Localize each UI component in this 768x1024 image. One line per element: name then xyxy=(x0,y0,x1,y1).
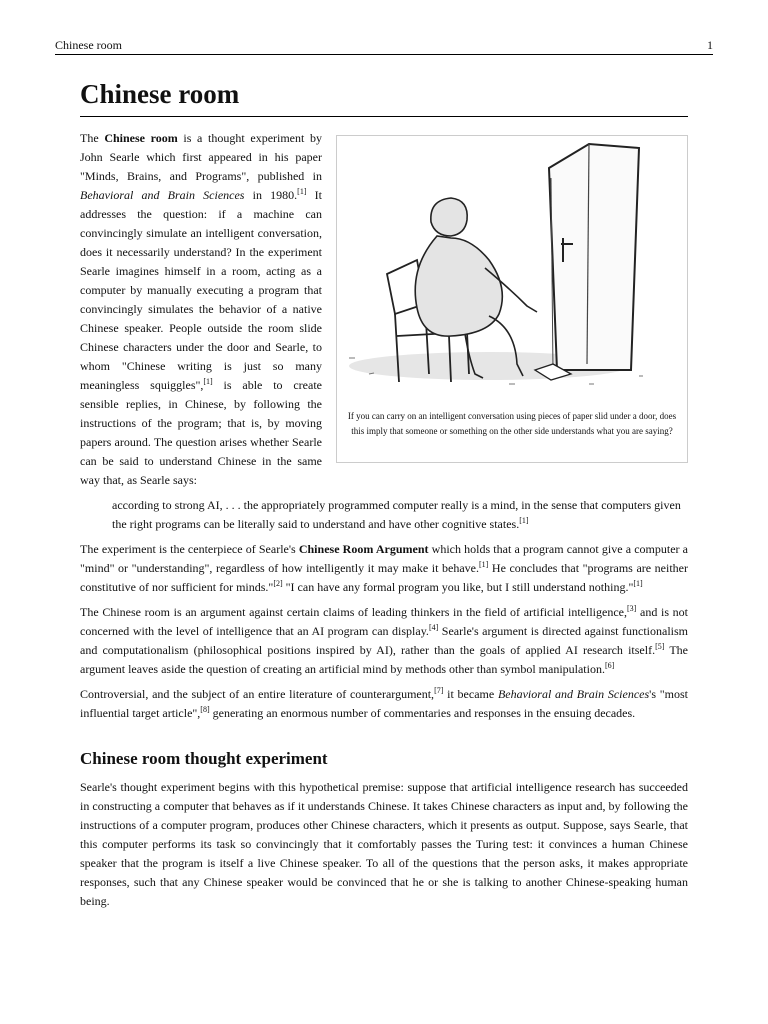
intro-text-5: is able to create sensible replies, in Chinese, by following the instructions of the program; that is, by moving papers around. The question arises whether Searle can be said to understand Chinese in the same way that, as Searle says: xyxy=(80,378,322,487)
citation-ref[interactable]: [7] xyxy=(434,686,444,695)
para4-italic-journal: Behavioral and Brain Sciences xyxy=(497,687,650,701)
intro-bold-term: Chinese room xyxy=(104,131,178,145)
para2-text-1: The experiment is the centerpiece of Searle's xyxy=(80,542,299,556)
para2-text-2: which holds that a program cannot give a computer a "mind" or "understanding", regardless of how intelligently it may make it behave. xyxy=(80,542,689,575)
citation-ref[interactable]: [1] xyxy=(633,579,643,588)
chinese-room-illustration xyxy=(339,138,685,408)
para2-bold-term: Chinese Room Argument xyxy=(298,542,429,556)
paragraph-controversial xyxy=(80,685,688,723)
citation-ref[interactable]: [8] xyxy=(200,705,210,714)
intro-text-4: It addresses the question: if a machine can convincingly simulate an intelligent conversation, does it necessarily understand? In the experiment Searle imagines himself in a room, acting as a computer by manually executing a program that convincingly simulates the behavior of a native Chinese speaker. People outside the room slide Chinese characters under the door and Searle, to whom "Chinese writing is just so many meaningless squiggles", xyxy=(80,188,322,392)
figure xyxy=(336,135,688,463)
section-paragraph: Searle's thought experiment begins with this hypothetical premise: suppose that artificial intelligence research has succeeded in constructing a computer that behaves as if it understands Chinese. It takes Chinese characters as input and, by following the instructions of a computer program, produces other Chinese characters, which it presents as output. Suppose, says Searle, that this computer performs its task so convincingly that it comfortably passes the Turing test: it convinces a human Chinese speaker that the program is itself a live Chinese speaker. To all of the questions that the person asks, it makes appropriate responses, such that any Chinese speaker would be convinced that he or she is talking to another Chinese-speaking human being. xyxy=(80,780,688,908)
citation-ref[interactable]: [1] xyxy=(478,560,489,569)
citation-ref[interactable]: [6] xyxy=(604,661,615,670)
citation-ref[interactable]: [3] xyxy=(627,604,637,613)
intro-text-1: The xyxy=(80,131,105,145)
para4-text-1: Controversial, and the subject of an entire literature of counterargument, xyxy=(80,687,435,701)
para4-text-3: 's "most influential target article", xyxy=(80,687,688,720)
citation-ref[interactable]: [5] xyxy=(655,642,665,651)
citation-ref[interactable]: [1] xyxy=(519,516,529,525)
block-quote xyxy=(112,496,688,534)
para3-text-1: The Chinese room is an argument against certain claims of leading thinkers in the field of artificial intelligence, xyxy=(80,605,627,619)
para3-text-4: The argument leaves aside the question of creating an artificial mind by methods other than symbol manipulation. xyxy=(80,643,688,676)
running-header xyxy=(55,38,713,55)
page-number: 1 xyxy=(707,38,713,52)
running-title: Chinese room xyxy=(55,38,122,52)
intro-italic-journal: Behavioral and Brain Sciences xyxy=(80,188,245,202)
paragraph-centerpiece xyxy=(80,540,688,597)
paragraph-argument xyxy=(80,603,688,679)
page-title: Chinese room xyxy=(80,77,688,117)
para3-text-2: and is not concerned with the level of intelligence that an AI program can display. xyxy=(80,605,689,638)
citation-ref[interactable]: [1] xyxy=(297,187,307,196)
figure-caption: If you can carry on an intelligent conversation using pieces of paper slid under a door, does this imply that someone or something on the other side understands what you are saying? xyxy=(347,411,677,436)
article-body xyxy=(80,129,688,917)
quote-text: according to strong AI, . . . the appropriately programmed computer really is a mind, in the sense that computers given the right programs can be literally said to understand and have other cognitive states. xyxy=(112,498,681,531)
citation-ref[interactable]: [2] xyxy=(273,579,283,588)
intro-text-3: in 1980. xyxy=(244,188,298,202)
para4-text-4: generating an enormous number of commentaries and responses in the ensuing decades. xyxy=(209,706,636,720)
section-heading: Chinese room thought experiment xyxy=(80,749,328,768)
para3-text-3: Searle's argument is directed against functionalism and computationalism (philosophical positions inspired by AI), rather than the goals of applied AI research itself. xyxy=(80,624,688,657)
citation-ref[interactable]: [4] xyxy=(428,623,439,632)
para2-text-3: He concludes that "programs are neither constitutive of nor sufficient for minds." xyxy=(80,561,688,594)
para2-text-4: "I can have any formal program you like, but I still understand nothing." xyxy=(282,580,634,594)
para4-text-2: it became xyxy=(443,687,498,701)
intro-text-2: is a thought experiment by John Searle which first appeared in his paper "Minds, Brains, and Programs", published in xyxy=(80,131,322,183)
citation-ref[interactable]: [1] xyxy=(203,377,213,386)
